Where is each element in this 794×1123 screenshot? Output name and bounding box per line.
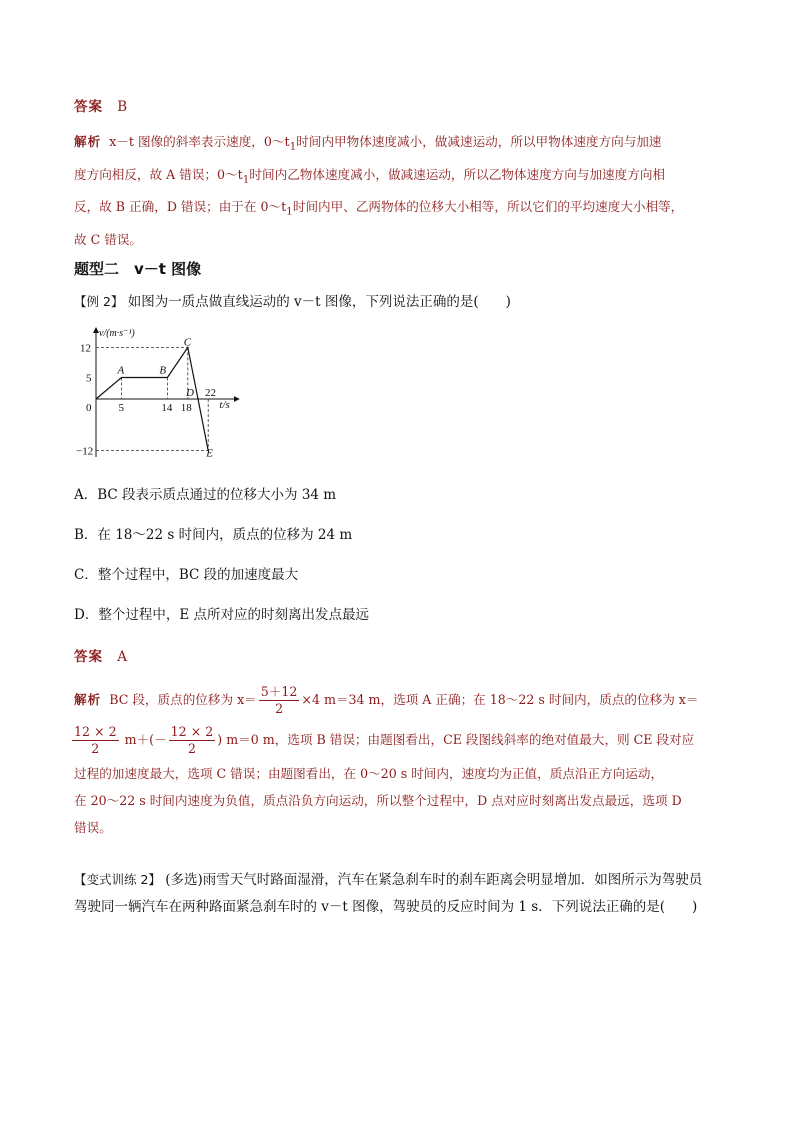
section-title: 题型二 v－t 图像 — [74, 260, 202, 278]
answer-value: B — [117, 99, 128, 115]
answer-value: A — [117, 649, 128, 665]
x-tick-label: 0 — [86, 402, 92, 414]
fraction: $\frac{12 \times 2}{2}$ — [170, 724, 214, 756]
explanation-label: 解析 — [74, 692, 102, 707]
explanation-text: 故 C 错误。 — [74, 231, 143, 247]
answer-label: 答案 — [74, 99, 103, 115]
explanation-text: 度方向相反，故 A 错误；0～t — [74, 166, 243, 182]
y-tick-label: 12 — [80, 342, 91, 355]
fraction: $\frac{12 \times 2}{2}$ — [74, 724, 117, 756]
explanation-text: 反，故 B 正确，D 错误；由于在 0～t — [74, 199, 287, 215]
fraction: $\frac{5+12}{2}$ — [260, 684, 298, 716]
option-c[interactable]: C．整个过程中，BC 段的加速度最大 — [74, 567, 299, 583]
vt-chart — [74, 322, 244, 462]
answer-label: 答案 — [74, 649, 103, 665]
y-tick-label: 5 — [86, 372, 92, 385]
example-tag: 【例 2】 — [74, 294, 124, 309]
point-label-b: B — [159, 364, 167, 377]
variant-tag: 【变式训练 2】 — [74, 872, 161, 887]
x-axis-label: t/s — [219, 399, 230, 411]
answer-2 — [74, 645, 127, 665]
x-tick-label: 22 — [205, 387, 216, 399]
x-tick-label: 5 — [118, 402, 124, 414]
y-axis-label: v/(m·s⁻¹) — [99, 328, 135, 339]
point-label-a: A — [117, 364, 125, 377]
point-label-e: E — [206, 447, 213, 460]
explanation-2: 解析 BC 段，质点的位移为 x＝ $\frac{5+12}{2}$ ×4 m＝34 m，选项 A 正确；在 18～22 s 时间内，质点的位移为 x＝ $\frac{12 \times 2}{2}$ m＋(－ $\frac{12 \times 2}{2}$ ) m＝0 m，选项 B 错误；由题图看出，CE 段图线斜率的绝对值最大，则 CE 段对应 过程的加速度最大，选项 C 错误；由题图看出，在 0～20 s 时间内，速度均为正值，质点沿正方向运动， 在 20～22 s 时间内速度为负值，质点沿负方向运动，所以整个过程中，D 点对应时刻离出发点最远，选项 D 错误。 — [74, 684, 699, 835]
option-a[interactable]: A．BC 段表示质点通过的位移大小为 34 m — [74, 487, 337, 503]
example-question — [74, 290, 511, 310]
option-b[interactable]: B．在 18～22 s 时间内，质点的位移为 24 m — [74, 527, 353, 543]
answer-1 — [74, 95, 127, 115]
option-d[interactable]: D．整个过程中，E 点所对应的时刻离出发点最远 — [74, 607, 369, 623]
explanation-text: x－t 图像的斜率表示速度，0～t — [109, 134, 290, 149]
point-label-c: C — [183, 336, 192, 349]
variant-question: 【变式训练 2】 (多选)雨雪天气时路面湿滑，汽车在紧急刹车时的刹车距离会明显增加．如图所示为驾驶员 驾驶同一辆汽车在两种路面紧急刹车时的 v－t 图像，驾驶员的反应时间为 1 s．下列说法正确的是( ) — [74, 872, 703, 915]
y-tick-label: −12 — [76, 445, 94, 458]
example-text: 如图为一质点做直线运动的 v－t 图像，下列说法正确的是( ) — [127, 294, 511, 310]
x-tick-label: 18 — [180, 402, 192, 414]
point-label-d: D — [186, 387, 194, 399]
x-tick-label: 14 — [161, 402, 173, 414]
explanation-1: 解析 x－t 图像的斜率表示速度，$0\sim t_1$时间内甲物体速度减小，做减速运动，所以甲物体速度方向与加速 度方向相反，故 A 错误；$0\sim t_1$时间内乙物体速度减小，做减速运动，所以乙物体速度方向与加速度方向相 反，故 B 正确，D 错误；由于在 $0\sim t_1$时间内甲、乙两物体的位移大小相等，所以它们的平均速度大小相等， 故 C 错误。 — [74, 128, 724, 253]
explanation-label: 解析 — [74, 134, 102, 149]
